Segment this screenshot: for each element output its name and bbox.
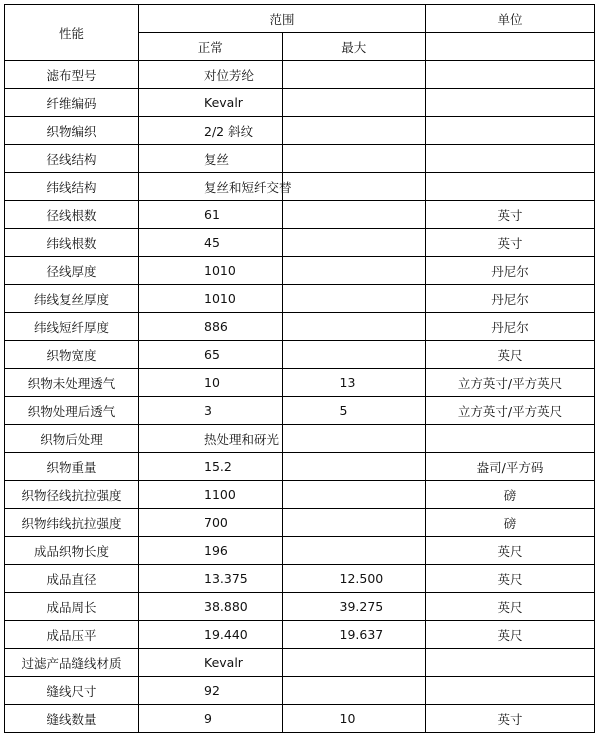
table-row xyxy=(5,89,595,117)
cell-max xyxy=(282,229,426,257)
cell-unit xyxy=(426,649,595,677)
header-range: 范围 xyxy=(139,5,426,33)
cell-max: 39.275 xyxy=(282,593,426,621)
spec-table xyxy=(4,4,595,733)
cell-property: 纬线结构 xyxy=(5,173,139,201)
table-row xyxy=(5,593,595,621)
table-row xyxy=(5,481,595,509)
cell-property: 织物后处理 xyxy=(5,425,139,453)
cell-normal: 700 xyxy=(139,509,283,537)
cell-normal: 196 xyxy=(139,537,283,565)
table-row xyxy=(5,509,595,537)
cell-property: 织物未处理透气 xyxy=(5,369,139,397)
cell-unit: 英尺 xyxy=(426,593,595,621)
cell-normal: Kevalr xyxy=(139,649,283,677)
table-row xyxy=(5,397,595,425)
cell-property: 过滤产品缝线材质 xyxy=(5,649,139,677)
cell-unit: 丹尼尔 xyxy=(426,313,595,341)
table-row xyxy=(5,173,595,201)
table-row xyxy=(5,453,595,481)
cell-unit: 英寸 xyxy=(426,201,595,229)
cell-property: 径线厚度 xyxy=(5,257,139,285)
cell-normal: 38.880 xyxy=(139,593,283,621)
table-row xyxy=(5,117,595,145)
cell-unit: 丹尼尔 xyxy=(426,257,595,285)
cell-property: 织物处理后透气 xyxy=(5,397,139,425)
table-row xyxy=(5,425,595,453)
cell-max xyxy=(282,425,426,453)
cell-normal: 10 xyxy=(139,369,283,397)
cell-unit: 英尺 xyxy=(426,341,595,369)
cell-property: 织物宽度 xyxy=(5,341,139,369)
cell-property: 缝线数量 xyxy=(5,705,139,733)
cell-unit xyxy=(426,117,595,145)
cell-property: 成品直径 xyxy=(5,565,139,593)
cell-normal: 2/2 斜纹 xyxy=(139,117,283,145)
cell-property: 成品织物长度 xyxy=(5,537,139,565)
cell-normal: 45 xyxy=(139,229,283,257)
cell-unit: 丹尼尔 xyxy=(426,285,595,313)
cell-unit xyxy=(426,89,595,117)
header-property: 性能 xyxy=(5,5,139,61)
cell-normal: 热处理和砑光 xyxy=(139,425,283,453)
cell-normal: 886 xyxy=(139,313,283,341)
cell-max xyxy=(282,537,426,565)
cell-max xyxy=(282,173,426,201)
cell-property: 纬线短纤厚度 xyxy=(5,313,139,341)
cell-max: 19.637 xyxy=(282,621,426,649)
cell-normal: 3 xyxy=(139,397,283,425)
cell-max xyxy=(282,61,426,89)
table-row xyxy=(5,621,595,649)
cell-normal: 13.375 xyxy=(139,565,283,593)
cell-max xyxy=(282,509,426,537)
table-row xyxy=(5,341,595,369)
table-row xyxy=(5,537,595,565)
table-row xyxy=(5,229,595,257)
cell-max xyxy=(282,481,426,509)
cell-unit xyxy=(426,61,595,89)
cell-unit: 磅 xyxy=(426,481,595,509)
cell-max xyxy=(282,453,426,481)
header-normal: 正常 xyxy=(139,33,283,61)
cell-property: 纬线根数 xyxy=(5,229,139,257)
cell-normal: 对位芳纶 xyxy=(139,61,283,89)
cell-property: 织物重量 xyxy=(5,453,139,481)
cell-max xyxy=(282,313,426,341)
cell-max xyxy=(282,341,426,369)
cell-property: 径线结构 xyxy=(5,145,139,173)
cell-unit: 立方英寸/平方英尺 xyxy=(426,369,595,397)
cell-property: 织物径线抗拉强度 xyxy=(5,481,139,509)
cell-normal: 复丝和短纤交替 xyxy=(139,173,283,201)
table-row xyxy=(5,201,595,229)
cell-property: 纬线复丝厚度 xyxy=(5,285,139,313)
cell-unit: 英寸 xyxy=(426,705,595,733)
cell-max xyxy=(282,257,426,285)
cell-max xyxy=(282,649,426,677)
cell-normal: 1010 xyxy=(139,257,283,285)
header-row-1 xyxy=(5,5,595,33)
header-unit-blank xyxy=(426,33,595,61)
cell-unit: 立方英寸/平方英尺 xyxy=(426,397,595,425)
cell-unit: 英尺 xyxy=(426,621,595,649)
cell-property: 缝线尺寸 xyxy=(5,677,139,705)
table-row xyxy=(5,257,595,285)
cell-normal: 61 xyxy=(139,201,283,229)
cell-max: 10 xyxy=(282,705,426,733)
table-row xyxy=(5,285,595,313)
table-row xyxy=(5,313,595,341)
cell-unit: 英寸 xyxy=(426,229,595,257)
table-row xyxy=(5,145,595,173)
cell-normal: 复丝 xyxy=(139,145,283,173)
cell-max xyxy=(282,117,426,145)
cell-property: 纤维编码 xyxy=(5,89,139,117)
cell-unit xyxy=(426,677,595,705)
cell-normal: 19.440 xyxy=(139,621,283,649)
cell-unit: 英尺 xyxy=(426,537,595,565)
cell-property: 织物纬线抗拉强度 xyxy=(5,509,139,537)
header-unit: 单位 xyxy=(426,5,595,33)
spec-table-body xyxy=(5,5,595,733)
cell-property: 成品周长 xyxy=(5,593,139,621)
cell-property: 径线根数 xyxy=(5,201,139,229)
cell-normal: 9 xyxy=(139,705,283,733)
table-row xyxy=(5,565,595,593)
cell-unit: 盎司/平方码 xyxy=(426,453,595,481)
cell-max: 12.500 xyxy=(282,565,426,593)
table-row xyxy=(5,705,595,733)
table-row xyxy=(5,649,595,677)
cell-max xyxy=(282,145,426,173)
cell-max xyxy=(282,677,426,705)
cell-normal: 15.2 xyxy=(139,453,283,481)
table-row xyxy=(5,369,595,397)
cell-normal: Kevalr xyxy=(139,89,283,117)
cell-normal: 1010 xyxy=(139,285,283,313)
table-row xyxy=(5,61,595,89)
header-max: 最大 xyxy=(282,33,426,61)
cell-max: 13 xyxy=(282,369,426,397)
cell-unit xyxy=(426,173,595,201)
cell-max xyxy=(282,201,426,229)
cell-unit xyxy=(426,425,595,453)
cell-max: 5 xyxy=(282,397,426,425)
cell-max xyxy=(282,89,426,117)
cell-property: 织物编织 xyxy=(5,117,139,145)
cell-unit: 磅 xyxy=(426,509,595,537)
cell-property: 成品压平 xyxy=(5,621,139,649)
cell-unit xyxy=(426,145,595,173)
cell-normal: 65 xyxy=(139,341,283,369)
cell-normal: 1100 xyxy=(139,481,283,509)
cell-max xyxy=(282,285,426,313)
table-row xyxy=(5,677,595,705)
cell-property: 滤布型号 xyxy=(5,61,139,89)
cell-normal: 92 xyxy=(139,677,283,705)
cell-unit: 英尺 xyxy=(426,565,595,593)
